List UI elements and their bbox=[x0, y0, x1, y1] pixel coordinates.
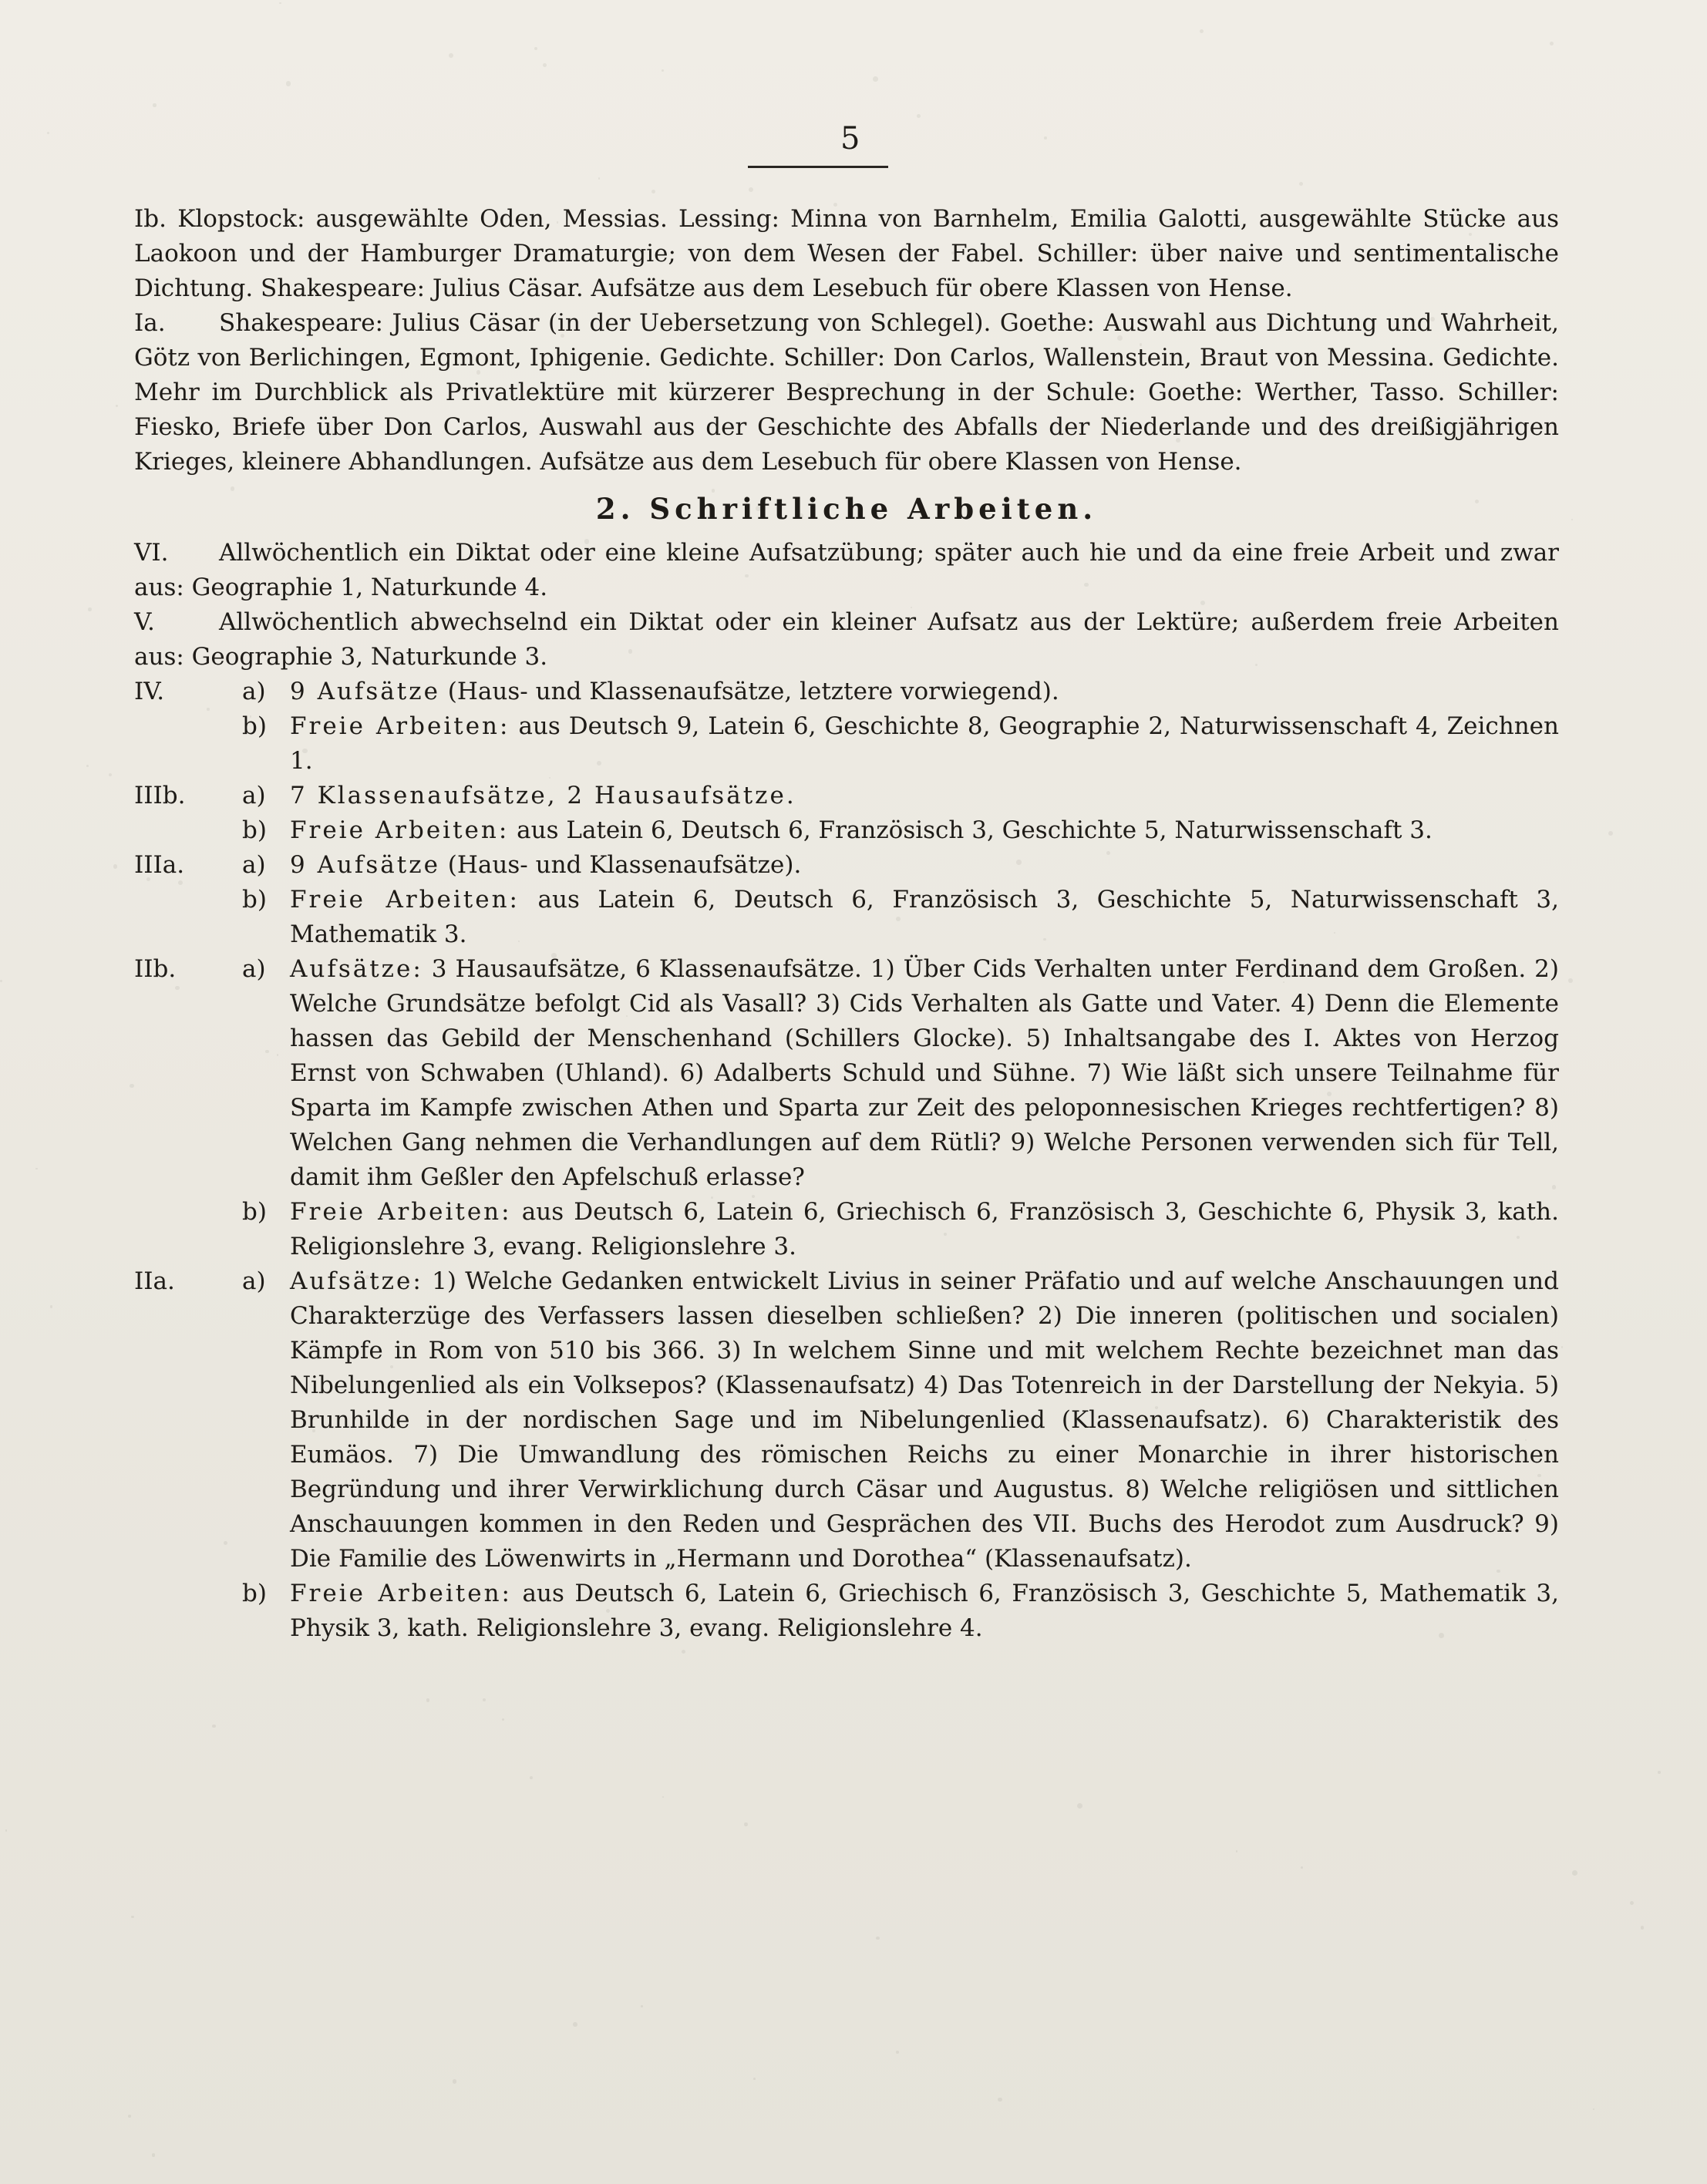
paper-speckle bbox=[265, 1050, 268, 1053]
paper-speckle bbox=[1016, 860, 1022, 865]
paper-speckle bbox=[1261, 287, 1263, 289]
paper-speckle bbox=[1593, 2108, 1594, 2110]
paper-speckle bbox=[712, 489, 715, 492]
paper-speckle bbox=[534, 47, 538, 51]
paper-speckle bbox=[128, 2115, 131, 2118]
paper-speckle bbox=[1301, 1866, 1303, 1869]
paper-speckle bbox=[152, 2153, 155, 2156]
sub-label-a: a) bbox=[242, 955, 266, 983]
paper-speckle bbox=[682, 1650, 685, 1654]
paper-speckle bbox=[175, 986, 180, 991]
paper-speckle bbox=[597, 761, 601, 766]
paper-speckle bbox=[449, 53, 453, 58]
paper-speckle bbox=[357, 291, 359, 293]
written-iib-b bbox=[134, 1195, 1559, 1264]
paper-speckle bbox=[811, 901, 813, 904]
page-number: 5 bbox=[840, 121, 860, 156]
reading-ia bbox=[134, 306, 1559, 480]
written-iib-b-lead: Freie Arbeiten: bbox=[290, 1198, 512, 1226]
written-vi-text: Allwöchentlich ein Diktat oder eine kleine Aufsatzübung; später auch hie und da eine freie Arbeit und zwar aus: Geographie 1, Naturkunde 4. bbox=[134, 539, 1559, 601]
paper-speckle bbox=[109, 773, 112, 776]
paper-speckle bbox=[753, 2078, 756, 2080]
paper-speckle bbox=[1630, 1901, 1634, 1905]
paper-speckle bbox=[453, 2079, 457, 2084]
sub-label-a: a) bbox=[242, 1267, 266, 1295]
written-iiia-b-text: aus Latein 6, Deutsch 6, Französisch 3, Geschichte 5, Naturwissenschaft 3, Mathematik 3. bbox=[290, 886, 1560, 948]
written-iib-a-lead: Aufsätze: bbox=[290, 955, 423, 983]
written-iiib-b bbox=[134, 813, 1559, 848]
paper-speckle bbox=[827, 383, 830, 387]
paper-speckle bbox=[551, 953, 557, 958]
reading-ib bbox=[134, 202, 1559, 306]
paper-speckle bbox=[502, 1718, 504, 1721]
paper-speckle bbox=[1200, 29, 1204, 33]
paper-speckle bbox=[873, 76, 878, 82]
paper-speckle bbox=[944, 1233, 947, 1236]
paper-speckle bbox=[1033, 725, 1039, 731]
paper-speckle bbox=[1299, 182, 1304, 187]
paper-speckle bbox=[1077, 1803, 1082, 1809]
paper-speckle bbox=[827, 997, 828, 998]
class-label-ib: Ib. bbox=[134, 205, 167, 233]
paper-speckle bbox=[1044, 136, 1047, 140]
paper-speckle bbox=[1117, 335, 1123, 341]
paper-speckle bbox=[799, 513, 803, 518]
section-heading: 2. Schriftliche Arbeiten. bbox=[595, 492, 1098, 526]
paper-speckle bbox=[1497, 1570, 1500, 1573]
paper-speckle bbox=[1283, 981, 1284, 983]
paper-speckle bbox=[518, 941, 520, 942]
paper-speckle bbox=[998, 2098, 1002, 2102]
paper-speckle bbox=[476, 370, 480, 374]
sub-label-b: b) bbox=[242, 886, 267, 914]
paper-speckle bbox=[749, 187, 753, 192]
paper-speckle bbox=[286, 81, 291, 86]
paper-speckle bbox=[584, 539, 589, 543]
paper-speckle bbox=[641, 2005, 643, 2007]
written-iiib-b-lead: Freie Arbeiten: bbox=[290, 816, 510, 844]
paper-speckle bbox=[1236, 1850, 1238, 1853]
paper-speckle bbox=[50, 1305, 53, 1308]
class-label-iiia: IIIa. bbox=[134, 851, 185, 879]
reading-ia-text: Shakespeare: Julius Cäsar (in der Uebersetzung von Schlegel). Goethe: Auswahl aus Dichtung und Wahrheit, Götz von Berlichingen, Egmont, Iphigenie. Gedichte. Schiller: Don Carlos, Wallenstein, Braut von Messina. Gedichte. Mehr im Durchblick als Privatlektüre mit kürzerer Besprechung in der Schule: Goethe: Werther, Tasso. Schiller: Fiesko, Briefe über Don Carlos, Auswahl aus der Geschichte des Abfalls der Niederlande und des dreißigjährigen Krieges, kleinere Abhandlungen. Aufsätze aus dem Lesebuch für obere Klassen von Hense. bbox=[134, 309, 1559, 476]
sub-label-b: b) bbox=[242, 712, 267, 740]
written-iia-a-lead: Aufsätze: bbox=[290, 1267, 423, 1295]
written-iv-b-lead: Freie Arbeiten: bbox=[290, 712, 510, 740]
paper-speckle bbox=[302, 749, 307, 753]
paper-speckle bbox=[1537, 1474, 1540, 1477]
written-v bbox=[134, 605, 1559, 675]
paper-speckle bbox=[1176, 438, 1180, 443]
paper-speckle bbox=[1572, 1870, 1577, 1876]
paper-speckle bbox=[131, 1916, 134, 1919]
written-iiia-a-text: (Haus- und Klassenaufsätze). bbox=[439, 851, 802, 879]
paper-speckle bbox=[312, 1429, 315, 1432]
written-iia-b-text: aus Deutsch 6, Latein 6, Griechisch 6, Französisch 3, Geschichte 5, Mathematik 3, Physik 3, kath. Religionslehre 3, evang. Religionslehre 4. bbox=[290, 1580, 1559, 1642]
paper-speckle bbox=[1084, 583, 1089, 587]
class-label-vi: VI. bbox=[134, 539, 169, 567]
paper-speckle bbox=[436, 1080, 437, 1082]
paper-speckle bbox=[207, 708, 209, 710]
paper-speckle bbox=[651, 190, 655, 193]
paper-speckle bbox=[744, 1822, 747, 1826]
paper-speckle bbox=[130, 1084, 133, 1088]
paper-speckle bbox=[1550, 42, 1554, 45]
paper-speckle bbox=[113, 864, 118, 869]
paper-speckle bbox=[745, 574, 748, 577]
paper-speckle bbox=[35, 1168, 37, 1169]
paper-speckle bbox=[844, 1528, 847, 1531]
paper-speckle bbox=[212, 1725, 215, 1728]
written-iv-b bbox=[134, 709, 1559, 779]
paper-speckle bbox=[917, 114, 921, 118]
paper-speckle bbox=[116, 405, 117, 406]
paper-speckle bbox=[1561, 1346, 1564, 1348]
written-v-text: Allwöchentlich abwechselnd ein Diktat oder ein kleiner Aufsatz aus der Lektüre; außerdem freie Arbeiten aus: Geographie 3, Naturkunde 3. bbox=[134, 608, 1559, 671]
class-label-iia: IIa. bbox=[134, 1267, 175, 1295]
paper-speckle bbox=[1491, 1281, 1493, 1283]
class-label-iiib: IIIb. bbox=[134, 782, 186, 809]
class-label-iv: IV. bbox=[134, 678, 165, 705]
paper-speckle bbox=[640, 1174, 643, 1177]
paper-speckle bbox=[1086, 1206, 1091, 1210]
sub-label-a: a) bbox=[242, 851, 266, 879]
sub-label-a: a) bbox=[242, 678, 266, 705]
paper-speckle bbox=[1043, 938, 1045, 941]
class-label-ia: Ia. bbox=[134, 309, 166, 337]
paper-speckle bbox=[662, 1796, 665, 1799]
written-iv-a-lead: 9 Aufsätze bbox=[290, 678, 440, 705]
paper-speckle bbox=[598, 177, 600, 179]
paper-speckle bbox=[561, 334, 564, 338]
paper-speckle bbox=[47, 132, 50, 135]
class-label-v: V. bbox=[134, 608, 155, 636]
written-vi bbox=[134, 536, 1559, 605]
paper-speckle bbox=[662, 69, 664, 72]
paper-speckle bbox=[365, 1275, 369, 1279]
paper-speckle bbox=[894, 1146, 899, 1151]
written-iv-a bbox=[134, 675, 1559, 709]
paper-speckle bbox=[573, 2022, 577, 2027]
paper-speckle bbox=[626, 1015, 628, 1017]
paper-speckle bbox=[277, 1054, 278, 1055]
paper-speckle bbox=[611, 1274, 612, 1275]
paper-speckle bbox=[5, 1829, 8, 1832]
paper-speckle bbox=[483, 1698, 486, 1701]
paper-speckle bbox=[1568, 978, 1573, 983]
written-iiia-a bbox=[134, 848, 1559, 883]
paper-speckle bbox=[1430, 317, 1435, 321]
paper-speckle bbox=[1571, 519, 1573, 520]
written-iiib-a-lead: 7 Klassenaufsätze, 2 Hausaufsätze. bbox=[290, 782, 796, 809]
paper-speckle bbox=[1608, 831, 1613, 836]
written-iia-a-text: 1) Welche Gedanken entwickelt Livius in seiner Präfatio und auf welche Anschauungen und Charakterzüge des Verfassers lassen dieselben schließen? 2) Die inneren (politischen und socialen) Kämpfe in Rom von 510 bis 366. 3) In welchem Sinne und mit welchem Rechte bezeichnet man das Nibelungenlied als ein Volksepos? (Klassenaufsatz) 4) Das Totenreich in der Darstellung der Nekyia. 5) Brunhilde in der nordischen Sage und im Nibelungenlied (Klassenaufsatz). 6) Charakteristik des Eumäos. 7) Die Umwandlung des römischen Reichs zu einer Monarchie in ihrer historischen Begründung und ihrer Verwirklichung durch Cäsar und Augustus. 8) Welche religiösen und sittlichen Anschauungen kommen in den Reden und Gesprächen des VII. Buchs des Herodot zum Ausdruck? 9) Die Familie des Löwenwirts in „Hermann und Dorothea“ (Klassenaufsatz). bbox=[290, 1267, 1559, 1573]
sub-label-b: b) bbox=[242, 1580, 267, 1607]
paper-speckle bbox=[896, 2051, 900, 2054]
sub-label-b: b) bbox=[242, 1198, 267, 1226]
paper-speckle bbox=[250, 715, 252, 718]
paper-speckle bbox=[279, 2, 281, 5]
written-iiib-a bbox=[134, 779, 1559, 813]
written-iiia-a-lead: 9 Aufsätze bbox=[290, 851, 440, 879]
written-iib-a bbox=[134, 952, 1559, 1195]
written-iib-a-text: 3 Hausaufsätze, 6 Klassenaufsätze. 1) Über Cids Verhalten unter Ferdinand dem Großen. 2) Welche Grundsätze befolgt Cid als Vasall? 3) Cids Verhalten als Gatte und Vater. 4) Denn die Elemente hassen das Gebild der Menschenhand (Schillers Glocke). 5) Inhaltsangabe des I. Aktes von Herzog Ernst von Schwaben (Uhland). 6) Adalberts Schuld und Sühne. 7) Wie läßt sich unsere Teilnahme für Sparta im Kampfe zwischen Athen und Sparta zur Zeit des peloponnesischen Krieges rechtfertigen? 8) Welchen Gang nehmen die Verhandlungen auf dem Rütli? 9) Welche Personen verwenden sich für Tell, damit ihm Geßler den Apfelschuß erlasse? bbox=[290, 955, 1559, 1191]
paper-speckle bbox=[426, 1698, 429, 1701]
written-iv-b-text: aus Deutsch 9, Latein 6, Geschichte 8, Geographie 2, Naturwissenschaft 4, Zeichnen 1. bbox=[290, 712, 1559, 775]
paper-speckle bbox=[393, 1592, 396, 1595]
paper-speckle bbox=[0, 980, 2, 982]
reading-ib-text: Klopstock: ausgewählte Oden, Messias. Lessing: Minna von Barnhelm, Emilia Galotti, ausgewählte Stücke aus Laokoon und der Hamburger Dramaturgie; von dem Wesen der Fabel. Schiller: über naive und sentimentalische Dichtung. Shakespeare: Julius Cäsar. Aufsätze aus dem Lesebuch für obere Klassen von Hense. bbox=[134, 205, 1559, 302]
paper-speckle bbox=[833, 203, 837, 207]
written-iiib-b-text: aus Latein 6, Deutsch 6, Französisch 3, Geschichte 5, Naturwissenschaft 3. bbox=[509, 816, 1433, 844]
sub-label-a: a) bbox=[242, 782, 266, 809]
paper-speckle bbox=[543, 63, 547, 68]
main-text bbox=[134, 202, 1559, 1646]
paper-speckle bbox=[286, 435, 290, 439]
paper-speckle bbox=[88, 607, 91, 611]
written-iv-a-text: (Haus- und Klassenaufsätze, letztere vorwiegend). bbox=[439, 678, 1059, 705]
written-iia-b bbox=[134, 1577, 1559, 1646]
page-number-rule bbox=[748, 166, 888, 168]
paper-speckle bbox=[530, 1776, 533, 1779]
paper-speckle bbox=[1658, 1771, 1661, 1774]
written-iib-b-text: aus Deutsch 6, Latein 6, Griechisch 6, Französisch 3, Geschichte 6, Physik 3, kath. Religionslehre 3, evang. Religionslehre 3. bbox=[290, 1198, 1560, 1260]
paper-speckle bbox=[153, 103, 156, 106]
sub-label-b: b) bbox=[242, 816, 267, 844]
paper-speckle bbox=[1641, 1926, 1644, 1929]
written-iiia-b-lead: Freie Arbeiten: bbox=[290, 886, 520, 914]
class-label-iib: IIb. bbox=[134, 955, 177, 983]
written-iia-b-lead: Freie Arbeiten: bbox=[290, 1580, 512, 1607]
written-iiia-b bbox=[134, 883, 1559, 952]
paper-speckle bbox=[876, 1937, 879, 1940]
paper-speckle bbox=[146, 877, 150, 881]
paper-speckle bbox=[86, 765, 89, 767]
paper-speckle bbox=[1106, 851, 1110, 855]
